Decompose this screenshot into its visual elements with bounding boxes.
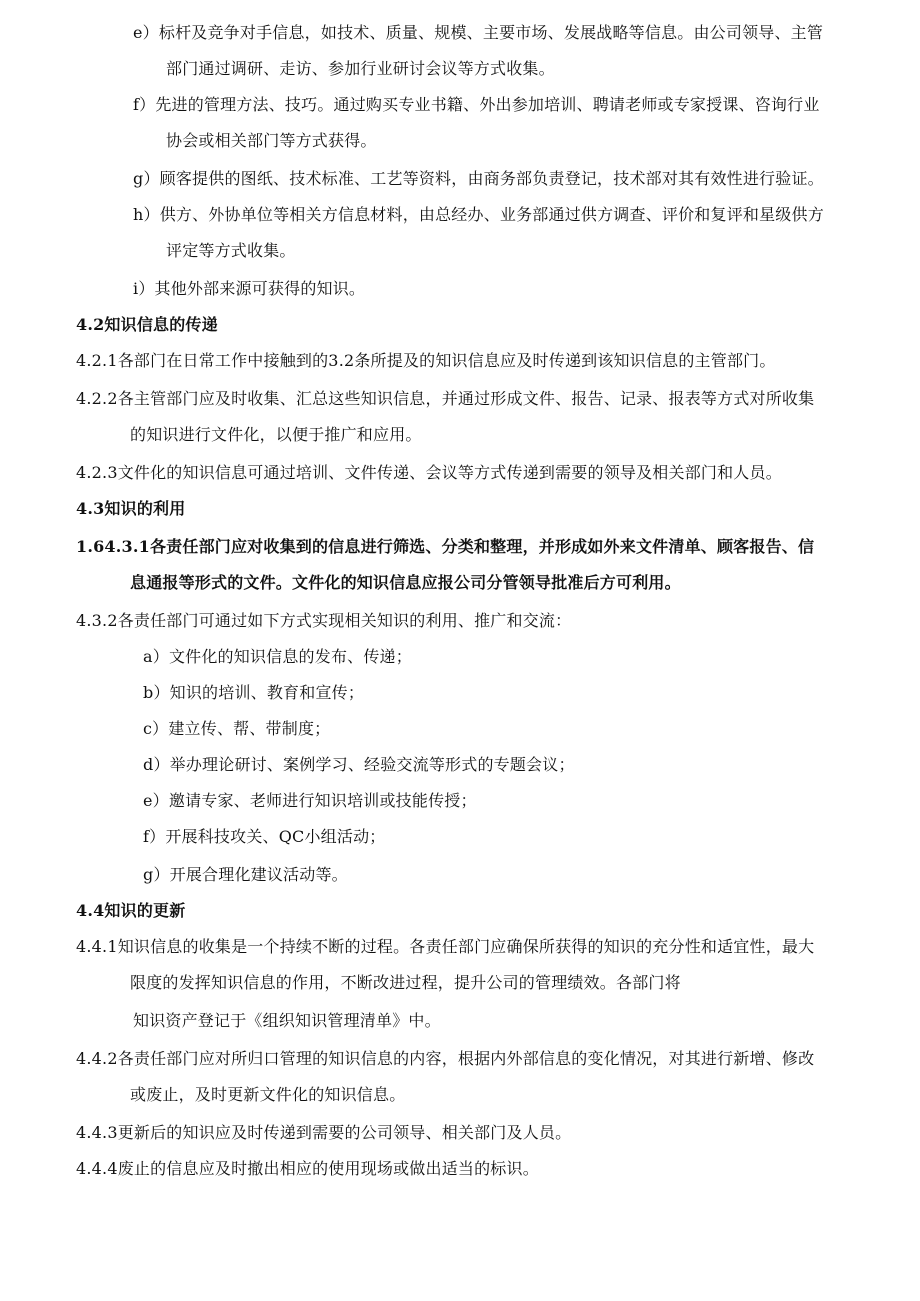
list-item-e-line1: e）标杆及竞争对手信息，如技术、质量、规模、主要市场、发展战略等信息。由公司领导、主管 [133, 23, 824, 42]
list-item-g: g）顾客提供的图纸、技术标准、工艺等资料，由商务部负责登记，技术部对其有效性进行验证。 [133, 169, 824, 188]
section-heading-4-3: 4.3知识的利用 [76, 499, 186, 518]
paragraph-4-2-2-line1: 4.2.2各主管部门应及时收集、汇总这些知识信息，并通过形成文件、报告、记录、报表等方式对所收集 [76, 389, 815, 408]
paragraph-4-2-3: 4.2.3文件化的知识信息可通过培训、文件传递、会议等方式传递到需要的领导及相关部门和人员。 [76, 463, 782, 482]
paragraph-4-4-3: 4.4.3更新后的知识应及时传递到需要的公司领导、相关部门及人员。 [76, 1123, 572, 1142]
paragraph-4-4-2-line2: 或废止，及时更新文件化的知识信息。 [130, 1085, 406, 1104]
section-heading-4-4: 4.4知识的更新 [76, 901, 186, 920]
list-item-e-line2: 部门通过调研、走访、参加行业研讨会议等方式收集。 [166, 59, 555, 78]
section-heading-4-2: 4.2知识信息的传递 [76, 315, 218, 334]
paragraph-4-2-1: 4.2.1各部门在日常工作中接触到的3.2条所提及的知识信息应及时传递到该知识信息的主管部门。 [76, 351, 776, 370]
list-item-b: b）知识的培训、教育和宣传； [143, 683, 365, 702]
list-item-c: c）建立传、帮、带制度； [143, 719, 331, 738]
list-item-g: g）开展合理化建议活动等。 [143, 865, 348, 884]
list-item-h-line1: h）供方、外协单位等相关方信息材料，由总经办、业务部通过供方调查、评价和复评和星级供方 [133, 205, 824, 224]
list-item-a: a）文件化的知识信息的发布、传递； [143, 647, 412, 666]
list-item-f-line2: 协会或相关部门等方式获得。 [166, 131, 377, 150]
list-item-i: i）其他外部来源可获得的知识。 [133, 279, 366, 298]
list-item-d: d）举办理论研讨、案例学习、经验交流等形式的专题会议； [143, 755, 575, 774]
list-item-f-line1: f）先进的管理方法、技巧。通过购买专业书籍、外出参加培训、聘请老师或专家授课、咨询行业 [133, 95, 820, 114]
paragraph-4-3-1-line1: 1.64.3.1各责任部门应对收集到的信息进行筛选、分类和整理，并形成如外来文件清单、顾客报告、信 [76, 537, 815, 556]
paragraph-4-4-2-line1: 4.4.2各责任部门应对所归口管理的知识信息的内容，根据内外部信息的变化情况，对其进行新增、修改 [76, 1049, 815, 1068]
paragraph-4-3-2: 4.3.2各责任部门可通过如下方式实现相关知识的利用、推广和交流： [76, 611, 572, 630]
list-item-f: f）开展科技攻关、QC小组活动； [143, 827, 386, 846]
list-item-e: e）邀请专家、老师进行知识培训或技能传授； [143, 791, 477, 810]
paragraph-4-3-1-line2: 息通报等形式的文件。文件化的知识信息应报公司分管领导批准后方可利用。 [130, 573, 681, 592]
paragraph-4-2-2-line2: 的知识进行文件化，以便于推广和应用。 [130, 425, 422, 444]
list-item-h-line2: 评定等方式收集。 [166, 241, 296, 260]
paragraph-4-4-4: 4.4.4废止的信息应及时撤出相应的使用现场或做出适当的标识。 [76, 1159, 539, 1178]
paragraph-4-4-1-line2: 限度的发挥知识信息的作用，不断改进过程，提升公司的管理绩效。各部门将 [130, 973, 681, 992]
paragraph-4-4-1-line3: 知识资产登记于《组织知识管理清单》中。 [133, 1011, 441, 1030]
paragraph-4-4-1-line1: 4.4.1知识信息的收集是一个持续不断的过程。各责任部门应确保所获得的知识的充分性和适宜性，最大 [76, 937, 815, 956]
